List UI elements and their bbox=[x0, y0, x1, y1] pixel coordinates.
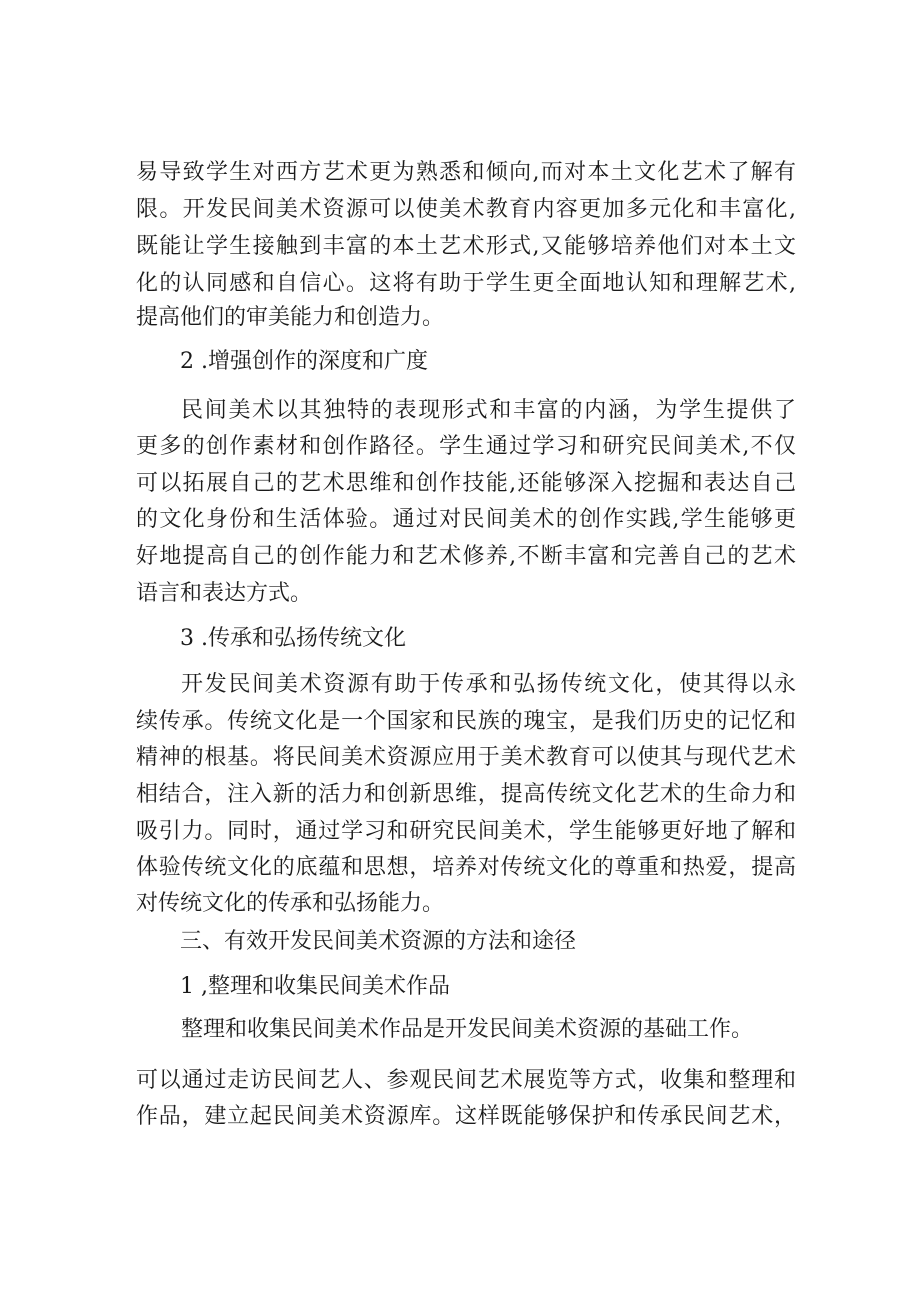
text-line: 整理和收集民间美术作品是开发民间美术资源的基础工作。 bbox=[181, 1017, 754, 1042]
subheading: 1 ,整理和收集民间美术作品 bbox=[180, 974, 450, 999]
text-line: 对传统文化的传承和弘扬能力。 bbox=[136, 891, 445, 916]
text-line: 更多的创作素材和创作路径。学生通过学习和研究民间美术,不仅 bbox=[136, 434, 796, 459]
text-line: 可以拓展自己的艺术思维和创作技能,还能够深入挖掘和表达自己 bbox=[136, 471, 796, 496]
text-line: 好地提高自己的创作能力和艺术修养,不断丰富和完善自己的艺术 bbox=[136, 544, 796, 569]
text-line: 相结合，注入新的活力和创新思维，提高传统文化艺术的生命力和 bbox=[136, 782, 796, 807]
text-line: 易导致学生对西方艺术更为熟悉和倾向,而对本土文化艺术了解有 bbox=[136, 160, 796, 185]
text-line: 作品，建立起民间美术资源库。这样既能够保护和传承民间艺术， bbox=[136, 1104, 796, 1129]
text-line: 精神的根基。将民间美术资源应用于美术教育可以使其与现代艺术 bbox=[136, 745, 796, 770]
text-line: 续传承。传统文化是一个国家和民族的瑰宝，是我们历史的记忆和 bbox=[136, 709, 796, 734]
text-line: 化的认同感和自信心。这将有助于学生更全面地认知和理解艺术, bbox=[136, 271, 796, 296]
text-line: 开发民间美术资源有助于传承和弘扬传统文化，使其得以永 bbox=[181, 672, 796, 697]
text-line: 限。开发民间美术资源可以使美术教育内容更加多元化和丰富化, bbox=[136, 197, 796, 222]
text-line: 民间美术以其独特的表现形式和丰富的内涵，为学生提供了 bbox=[181, 398, 796, 423]
text-line: 语言和表达方式。 bbox=[136, 581, 313, 606]
section-heading: 三、有效开发民间美术资源的方法和途径 bbox=[180, 929, 577, 954]
text-line: 体验传统文化的底蕴和思想，培养对传统文化的尊重和热爱，提高 bbox=[136, 855, 796, 880]
text-line: 吸引力。同时，通过学习和研究民间美术，学生能够更好地了解和 bbox=[136, 819, 796, 844]
text-line: 提高他们的审美能力和创造力。 bbox=[136, 305, 445, 330]
text-line: 的文化身份和生活体验。通过对民间美术的创作实践,学生能够更 bbox=[136, 507, 796, 532]
subheading: 3 .传承和弘扬传统文化 bbox=[180, 626, 406, 651]
subheading: 2 .增强创作的深度和广度 bbox=[180, 349, 428, 374]
text-line: 可以通过走访民间艺人、参观民间艺术展览等方式，收集和整理和 bbox=[136, 1068, 796, 1093]
text-line: 既能让学生接触到丰富的本土艺术形式,又能够培养他们对本土文 bbox=[136, 234, 796, 259]
